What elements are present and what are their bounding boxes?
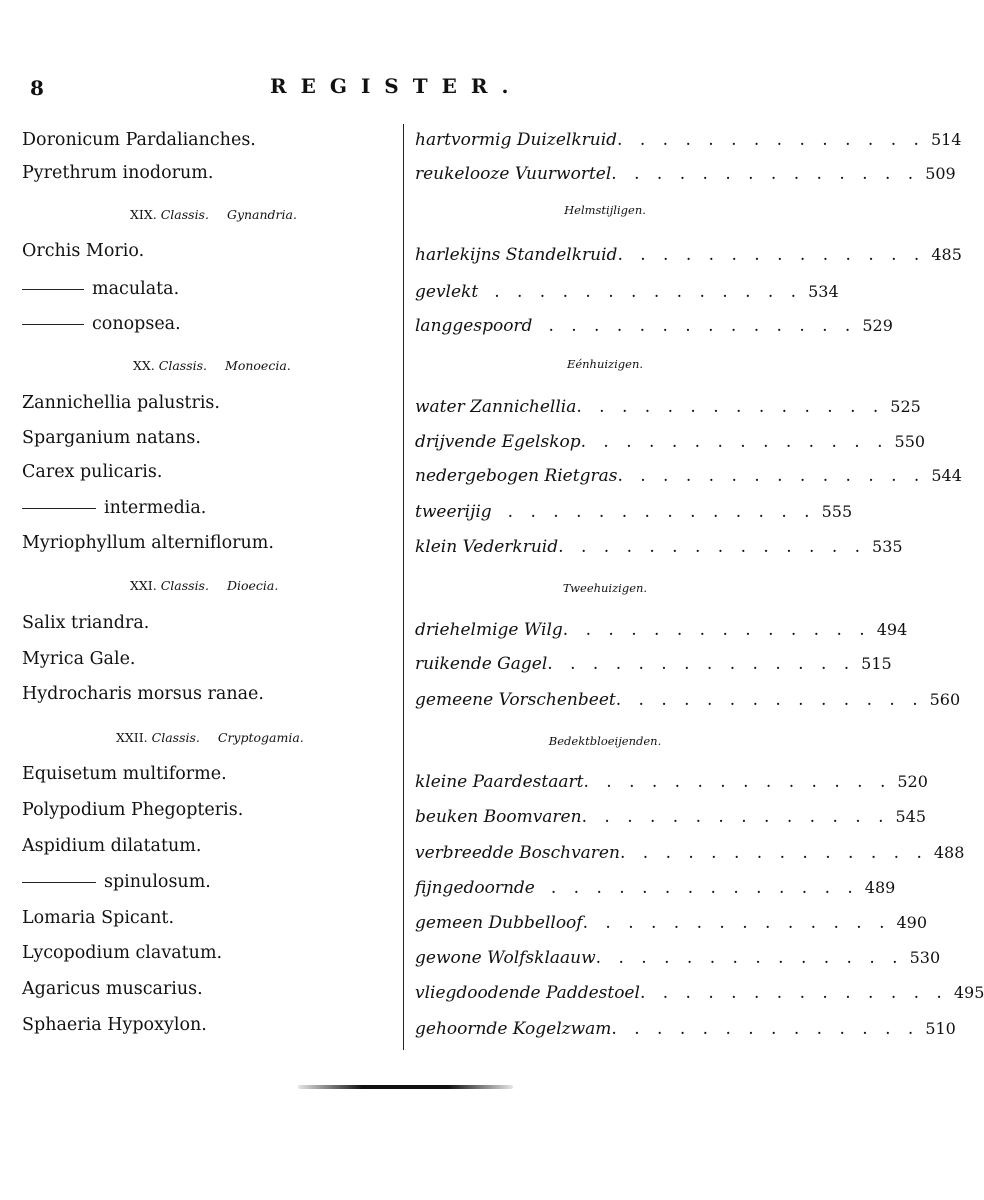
latin-name	[22, 613, 149, 633]
page-reference: 490	[896, 913, 928, 932]
latin-name	[22, 943, 222, 963]
dot-leader: . . . . . . . . . . . . . .	[547, 654, 856, 674]
dutch-name: kleine Paardestaart	[415, 772, 584, 792]
latin-name-text: conopsea.	[92, 314, 181, 334]
dutch-name: ruikende Gagel	[415, 654, 548, 674]
ditto-dash	[22, 324, 84, 325]
latin-name	[22, 800, 243, 820]
classis-label: Classis.	[151, 730, 200, 745]
page-reference: 509	[925, 164, 956, 183]
ditto-dash	[22, 508, 96, 509]
page-reference: 515	[861, 654, 892, 673]
dot-leader: . . . . . . . . . . . . . .	[619, 843, 928, 863]
index-entry	[415, 690, 961, 714]
index-entry	[415, 913, 928, 937]
latin-name-text: Carex pulicaris.	[22, 462, 163, 482]
dutch-class-heading: Helmstijligen.	[564, 203, 646, 217]
page-reference: 485	[931, 245, 962, 264]
ditto-dash	[22, 289, 84, 290]
page-reference: 510	[925, 1019, 956, 1038]
index-entry	[415, 807, 927, 831]
page-reference: 535	[872, 537, 903, 556]
dot-leader: . . . . . . . . . . . . . .	[617, 130, 925, 150]
dutch-name: gevlekt	[415, 282, 479, 302]
class-name: Cryptogamia.	[217, 730, 304, 745]
dot-leader: . . . . . . . . . . . . . .	[576, 397, 885, 417]
class-heading	[116, 730, 304, 745]
latin-name-text: Pyrethrum inodorum.	[22, 163, 214, 183]
class-heading	[133, 358, 291, 373]
latin-name	[22, 979, 203, 999]
latin-name-text: Salix triandra.	[22, 613, 150, 633]
index-entry	[415, 878, 896, 902]
latin-name-text: Doronicum Pardalianches.	[22, 130, 256, 150]
dot-leader: . . . . . . . . . . . . . .	[639, 983, 948, 1003]
page-reference: 544	[931, 466, 962, 485]
dot-leader: . . . . . . . . . . . . . .	[595, 948, 904, 968]
index-entry	[415, 537, 903, 561]
dot-leader: . . . . . . . . . . . . . .	[494, 282, 803, 302]
dutch-name: vliegdoodende Paddestoel	[415, 983, 640, 1003]
page-reference: 520	[897, 772, 928, 791]
classis-label: Classis.	[158, 358, 208, 373]
dot-leader: . . . . . . . . . . . . . .	[617, 245, 926, 265]
dutch-name: reukelooze Vuurwortel	[415, 164, 612, 184]
latin-name	[22, 498, 206, 518]
index-entry	[415, 164, 956, 188]
column-divider	[403, 124, 404, 1050]
latin-name-text: Aspidium dilatatum.	[22, 836, 202, 856]
latin-name	[22, 163, 213, 183]
latin-name-text: maculata.	[92, 279, 180, 299]
classis-label: Classis.	[160, 578, 209, 593]
latin-name	[22, 1015, 207, 1035]
index-entry	[415, 620, 908, 644]
index-entry	[415, 316, 893, 340]
class-numeral: XXII.	[116, 730, 148, 745]
dutch-name: nedergebogen Rietgras	[415, 466, 618, 486]
class-numeral: XX.	[133, 358, 155, 373]
page-reference: 495	[953, 983, 984, 1002]
dot-leader: . . . . . . . . . . . . . .	[558, 537, 867, 557]
dot-leader: . . . . . . . . . . . . . .	[581, 807, 890, 827]
latin-name	[22, 684, 264, 704]
latin-name-text: Myriophyllum alterniflorum.	[22, 533, 274, 553]
latin-name	[22, 462, 162, 482]
class-numeral: XIX.	[130, 207, 157, 222]
index-entry	[415, 245, 962, 269]
index-entry	[415, 772, 928, 796]
dutch-name: verbreedde Boschvaren	[415, 843, 620, 863]
footer-rule	[298, 1085, 513, 1089]
dutch-name: hartvormig Duizelkruid	[415, 130, 618, 150]
dutch-name: drijvende Egelskop	[415, 432, 581, 452]
latin-name-text: Lycopodium clavatum.	[22, 943, 223, 963]
dutch-class-heading: Tweehuizigen.	[562, 581, 648, 595]
dutch-name: tweerijig	[415, 502, 492, 522]
dot-leader: . . . . . . . . . . . . . .	[580, 432, 889, 452]
latin-name	[22, 764, 227, 784]
dot-leader: . . . . . . . . . . . . . .	[583, 772, 892, 792]
index-entry	[415, 1019, 956, 1043]
latin-name-text: Sphaeria Hypoxylon.	[22, 1015, 207, 1035]
dutch-name: beuken Boomvaren	[415, 807, 582, 827]
page-reference: 530	[909, 948, 941, 967]
latin-name	[22, 241, 144, 261]
dot-leader: . . . . . . . . . . . . . .	[582, 913, 891, 933]
dutch-class-heading: Bedektbloeijenden.	[548, 734, 662, 748]
latin-name	[22, 908, 174, 928]
latin-name	[22, 836, 201, 856]
index-entry	[415, 432, 926, 456]
dutch-name: klein Vederkruid	[415, 537, 559, 557]
index-entry	[415, 983, 984, 1007]
latin-name	[22, 872, 211, 892]
dot-leader: . . . . . . . . . . . . . .	[562, 620, 871, 640]
dutch-name: driehelmige Wilg	[415, 620, 563, 640]
page-number: 8	[30, 76, 44, 100]
latin-name-text: Zannichellia palustris.	[22, 393, 220, 413]
page-reference: 494	[876, 620, 908, 639]
latin-name-text: Polypodium Phegopteris.	[22, 800, 244, 820]
dot-leader: . . . . . . . . . . . . . .	[615, 690, 924, 710]
class-heading	[130, 578, 278, 593]
page-reference: 488	[933, 843, 965, 862]
dot-leader: . . . . . . . . . . . . . .	[611, 164, 920, 184]
dutch-name: gehoornde Kogelzwam	[415, 1019, 612, 1039]
index-entry	[415, 502, 853, 526]
latin-name-text: spinulosum.	[104, 872, 211, 892]
dot-leader: . . . . . . . . . . . . . .	[617, 466, 926, 486]
index-entry	[415, 130, 962, 154]
latin-name-text: Agaricus muscarius.	[22, 979, 203, 999]
latin-name	[22, 279, 179, 299]
index-entry	[415, 466, 962, 490]
latin-name	[22, 649, 136, 669]
latin-name	[22, 393, 220, 413]
class-heading	[130, 207, 297, 222]
latin-name-text: Equisetum multiforme.	[22, 764, 227, 784]
dot-leader: . . . . . . . . . . . . . .	[611, 1019, 920, 1039]
dot-leader: . . . . . . . . . . . . . .	[548, 316, 857, 336]
page-reference: 545	[895, 807, 927, 826]
dot-leader: . . . . . . . . . . . . . .	[550, 878, 859, 898]
latin-name-text: Orchis Morio.	[22, 241, 145, 261]
class-numeral: XXI.	[130, 578, 157, 593]
classis-label: Classis.	[160, 207, 209, 222]
page-reference: 529	[862, 316, 893, 335]
index-entry	[415, 843, 965, 867]
latin-name-text: Lomaria Spicant.	[22, 908, 175, 928]
class-name: Dioecia.	[226, 578, 279, 593]
index-entry	[415, 654, 892, 678]
latin-name	[22, 533, 274, 553]
dutch-name: harlekijns Standelkruid	[415, 245, 618, 265]
latin-name-text: Sparganium natans.	[22, 428, 201, 448]
latin-name-text: intermedia.	[104, 498, 207, 518]
page-reference: 525	[890, 397, 921, 416]
latin-name-text: Myrica Gale.	[22, 649, 136, 669]
class-name: Gynandria.	[226, 207, 297, 222]
class-name: Monoecia.	[225, 358, 291, 373]
latin-name	[22, 314, 181, 334]
page-reference: 555	[821, 502, 853, 521]
dutch-name: water Zannichellia	[415, 397, 577, 417]
latin-name	[22, 130, 256, 150]
page-reference: 534	[808, 282, 839, 301]
ditto-dash	[22, 882, 96, 883]
index-entry	[415, 948, 941, 972]
page-reference: 560	[929, 690, 961, 709]
dutch-class-heading: Eénhuizigen.	[566, 357, 644, 371]
dot-leader: . . . . . . . . . . . . . .	[507, 502, 816, 522]
index-entry	[415, 282, 839, 306]
page-title: REGISTER.	[270, 74, 523, 98]
dutch-name: gemeene Vorschenbeet	[415, 690, 616, 710]
dutch-name: fijngedoornde	[415, 878, 535, 898]
latin-name	[22, 428, 201, 448]
page-reference: 489	[864, 878, 896, 897]
latin-name-text: Hydrocharis morsus ranae.	[22, 684, 264, 704]
dutch-name: langgespoord	[415, 316, 533, 336]
dutch-name: gemeen Dubbelloof	[415, 913, 583, 933]
page-reference: 514	[930, 130, 962, 149]
page-reference: 550	[894, 432, 926, 451]
index-entry	[415, 397, 921, 421]
dutch-name: gewone Wolfsklaauw	[415, 948, 596, 968]
